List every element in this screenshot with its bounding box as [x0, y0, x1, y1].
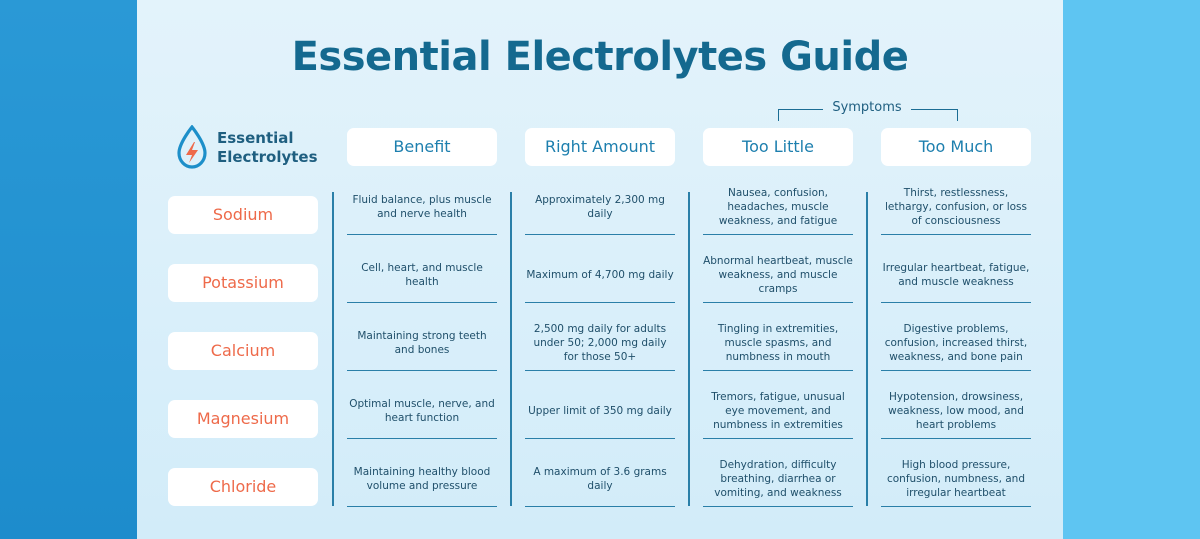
row-label-calcium: Calcium — [168, 332, 318, 370]
bracket-right — [911, 109, 958, 121]
table-cell: Maintaining strong teeth and bones — [347, 322, 497, 371]
page-title: Essential Electrolytes Guide — [291, 34, 909, 80]
table-cell: Hypotension, drowsiness, weakness, low mood, and heart problems — [881, 390, 1031, 439]
row-label-potassium: Potassium — [168, 264, 318, 302]
column-divider — [510, 192, 512, 506]
table-cell: Cell, heart, and muscle health — [347, 254, 497, 303]
table-cell: 2,500 mg daily for adults under 50; 2,000 mg daily for those 50+ — [525, 322, 675, 371]
water-drop-bolt-icon — [175, 125, 209, 169]
right-background-strip — [1063, 0, 1200, 539]
column-header-too-much: Too Much — [881, 128, 1031, 166]
column-divider — [688, 192, 690, 506]
table-cell: Abnormal heartbeat, muscle weakness, and muscle cramps — [703, 254, 853, 303]
table-cell: Fluid balance, plus muscle and nerve health — [347, 186, 497, 235]
table-cell: Maximum of 4,700 mg daily — [525, 254, 675, 303]
column-header-benefit: Benefit — [347, 128, 497, 166]
table-cell: Digestive problems, confusion, increased thirst, weakness, and bone pain — [881, 322, 1031, 371]
logo-line-2: Electrolytes — [217, 148, 318, 166]
table-cell: Irregular heartbeat, fatigue, and muscle weakness — [881, 254, 1031, 303]
table-cell: Upper limit of 350 mg daily — [525, 390, 675, 439]
table-cell: Optimal muscle, nerve, and heart function — [347, 390, 497, 439]
table-cell: A maximum of 3.6 grams daily — [525, 458, 675, 507]
left-background-strip — [0, 0, 137, 539]
guide-panel — [137, 0, 1063, 539]
table-cell: Dehydration, difficulty breathing, diarrhea or vomiting, and weakness — [703, 458, 853, 507]
column-header-too-little: Too Little — [703, 128, 853, 166]
column-header-right-amount: Right Amount — [525, 128, 675, 166]
logo-line-1: Essential — [217, 129, 294, 147]
row-label-chloride: Chloride — [168, 468, 318, 506]
logo-text — [217, 129, 318, 167]
column-divider — [866, 192, 868, 506]
table-cell: Tingling in extremities, muscle spasms, and numbness in mouth — [703, 322, 853, 371]
table-cell: Thirst, restlessness, lethargy, confusion, or loss of consciousness — [881, 186, 1031, 235]
bracket-left — [778, 109, 823, 121]
symptoms-bracket — [778, 99, 958, 121]
table-cell: Approximately 2,300 mg daily — [525, 186, 675, 235]
logo — [175, 125, 318, 169]
table-cell: High blood pressure, confusion, numbness, and irregular heartbeat — [881, 458, 1031, 507]
table-cell: Tremors, fatigue, unusual eye movement, and numbness in extremities — [703, 390, 853, 439]
symptoms-label: Symptoms — [832, 100, 902, 115]
row-label-magnesium: Magnesium — [168, 400, 318, 438]
row-label-sodium: Sodium — [168, 196, 318, 234]
table-cell: Maintaining healthy blood volume and pressure — [347, 458, 497, 507]
column-divider — [332, 192, 334, 506]
table-cell: Nausea, confusion, headaches, muscle weakness, and fatigue — [703, 186, 853, 235]
